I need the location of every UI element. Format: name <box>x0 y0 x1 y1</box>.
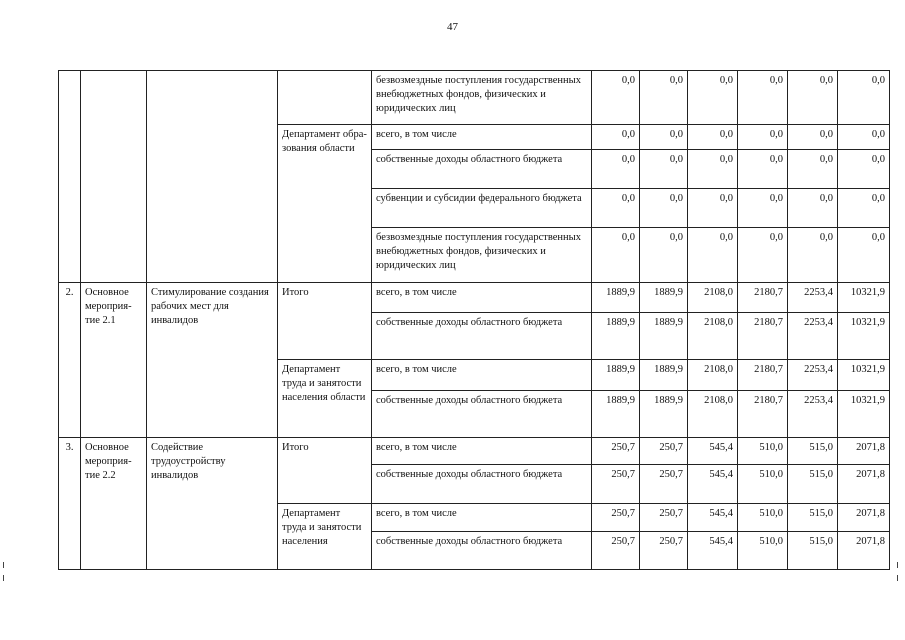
value-cell: 2108,0 <box>688 360 738 391</box>
value-cell: 2180,7 <box>738 283 788 313</box>
value-cell: 0,0 <box>738 228 788 283</box>
value-cell: 515,0 <box>788 465 838 504</box>
value-cell: 0,0 <box>738 189 788 228</box>
value-cell: 0,0 <box>788 150 838 189</box>
funding-source-cell: собственные доходы областного бюджета <box>372 150 592 189</box>
value-cell: 0,0 <box>592 189 640 228</box>
value-cell: 0,0 <box>688 189 738 228</box>
value-cell: 1889,9 <box>592 313 640 360</box>
value-cell: 0,0 <box>640 150 688 189</box>
executor-cell: Итого <box>278 283 372 360</box>
funding-source-cell: всего, в том числе <box>372 125 592 150</box>
value-cell: 1889,9 <box>640 391 688 438</box>
value-cell: 515,0 <box>788 438 838 465</box>
value-cell: 2180,7 <box>738 313 788 360</box>
value-cell: 2253,4 <box>788 360 838 391</box>
executor-cell <box>278 71 372 125</box>
value-cell: 10321,9 <box>838 283 890 313</box>
value-cell: 1889,9 <box>640 313 688 360</box>
value-cell: 1889,9 <box>592 391 640 438</box>
funding-source-cell: субвенции и субсидии федерального бюджета <box>372 189 592 228</box>
value-cell: 0,0 <box>738 125 788 150</box>
event-type-cell: Основное мероприя-тие 2.1 <box>81 283 147 438</box>
value-cell: 0,0 <box>640 125 688 150</box>
value-cell: 0,0 <box>788 125 838 150</box>
event-name-cell: Содействие трудоустройству инвалидов <box>147 438 278 570</box>
funding-source-cell: всего, в том числе <box>372 504 592 532</box>
value-cell: 10321,9 <box>838 360 890 391</box>
funding-source-cell: безвозмездные поступления государственных внебюджетных фондов, физических и юридических лиц <box>372 228 592 283</box>
value-cell: 2108,0 <box>688 313 738 360</box>
value-cell: 0,0 <box>592 150 640 189</box>
value-cell: 545,4 <box>688 438 738 465</box>
funding-source-cell: собственные доходы областного бюджета <box>372 532 592 570</box>
value-cell: 1889,9 <box>640 283 688 313</box>
value-cell: 0,0 <box>788 71 838 125</box>
value-cell: 545,4 <box>688 532 738 570</box>
value-cell: 2071,8 <box>838 438 890 465</box>
value-cell: 2071,8 <box>838 465 890 504</box>
value-cell: 1889,9 <box>592 360 640 391</box>
value-cell: 0,0 <box>838 150 890 189</box>
value-cell: 250,7 <box>592 532 640 570</box>
value-cell: 0,0 <box>738 150 788 189</box>
budget-table <box>58 70 890 570</box>
value-cell: 0,0 <box>592 228 640 283</box>
value-cell: 2253,4 <box>788 391 838 438</box>
scan-edge-mark <box>3 575 7 581</box>
value-cell: 250,7 <box>640 504 688 532</box>
value-cell: 0,0 <box>640 189 688 228</box>
value-cell: 0,0 <box>688 125 738 150</box>
value-cell: 545,4 <box>688 504 738 532</box>
funding-source-cell: собственные доходы областного бюджета <box>372 391 592 438</box>
table-row <box>59 71 890 125</box>
value-cell: 2253,4 <box>788 313 838 360</box>
value-cell: 2253,4 <box>788 283 838 313</box>
table-row <box>59 438 890 465</box>
value-cell: 0,0 <box>838 71 890 125</box>
value-cell: 2071,8 <box>838 504 890 532</box>
value-cell: 0,0 <box>592 125 640 150</box>
value-cell: 510,0 <box>738 465 788 504</box>
value-cell: 510,0 <box>738 438 788 465</box>
scan-edge-mark <box>897 575 901 581</box>
funding-source-cell: всего, в том числе <box>372 360 592 391</box>
event-type-cell: Основное мероприя-тие 2.2 <box>81 438 147 570</box>
value-cell: 10321,9 <box>838 313 890 360</box>
row-number-cell: 2. <box>59 283 81 438</box>
funding-source-cell: всего, в том числе <box>372 438 592 465</box>
scan-edge-mark <box>897 562 901 568</box>
value-cell: 0,0 <box>592 71 640 125</box>
value-cell: 0,0 <box>640 228 688 283</box>
value-cell: 0,0 <box>788 189 838 228</box>
scan-edge-mark <box>3 562 7 568</box>
value-cell: 1889,9 <box>640 360 688 391</box>
value-cell: 545,4 <box>688 465 738 504</box>
value-cell: 515,0 <box>788 532 838 570</box>
event-name-cell: Стимулирование создания рабочих мест для инвалидов <box>147 283 278 438</box>
value-cell: 0,0 <box>640 71 688 125</box>
value-cell: 2180,7 <box>738 391 788 438</box>
event-type-cell <box>81 71 147 283</box>
value-cell: 250,7 <box>592 504 640 532</box>
value-cell: 0,0 <box>688 71 738 125</box>
value-cell: 0,0 <box>688 228 738 283</box>
executor-cell: Департамент труда и занятости населения области <box>278 360 372 438</box>
value-cell: 1889,9 <box>592 283 640 313</box>
value-cell: 250,7 <box>640 465 688 504</box>
value-cell: 0,0 <box>688 150 738 189</box>
table-row <box>59 283 890 313</box>
value-cell: 2071,8 <box>838 532 890 570</box>
value-cell: 0,0 <box>838 189 890 228</box>
value-cell: 0,0 <box>838 125 890 150</box>
value-cell: 250,7 <box>640 532 688 570</box>
funding-source-cell: собственные доходы областного бюджета <box>372 313 592 360</box>
value-cell: 250,7 <box>592 465 640 504</box>
value-cell: 250,7 <box>592 438 640 465</box>
funding-source-cell: собственные доходы областного бюджета <box>372 465 592 504</box>
value-cell: 2108,0 <box>688 283 738 313</box>
value-cell: 10321,9 <box>838 391 890 438</box>
value-cell: 0,0 <box>838 228 890 283</box>
executor-cell: Департамент обра-зования области <box>278 125 372 283</box>
value-cell: 2108,0 <box>688 391 738 438</box>
value-cell: 0,0 <box>788 228 838 283</box>
value-cell: 515,0 <box>788 504 838 532</box>
row-number-cell <box>59 71 81 283</box>
value-cell: 2180,7 <box>738 360 788 391</box>
row-number-cell: 3. <box>59 438 81 570</box>
executor-cell: Итого <box>278 438 372 504</box>
value-cell: 250,7 <box>640 438 688 465</box>
value-cell: 0,0 <box>738 71 788 125</box>
funding-source-cell: безвозмездные поступления государственных внебюджетных фондов, физических и юридических лиц <box>372 71 592 125</box>
value-cell: 510,0 <box>738 504 788 532</box>
event-name-cell <box>147 71 278 283</box>
page-number: 47 <box>447 21 458 33</box>
executor-cell: Департамент труда и занятости населения <box>278 504 372 570</box>
value-cell: 510,0 <box>738 532 788 570</box>
funding-source-cell: всего, в том числе <box>372 283 592 313</box>
